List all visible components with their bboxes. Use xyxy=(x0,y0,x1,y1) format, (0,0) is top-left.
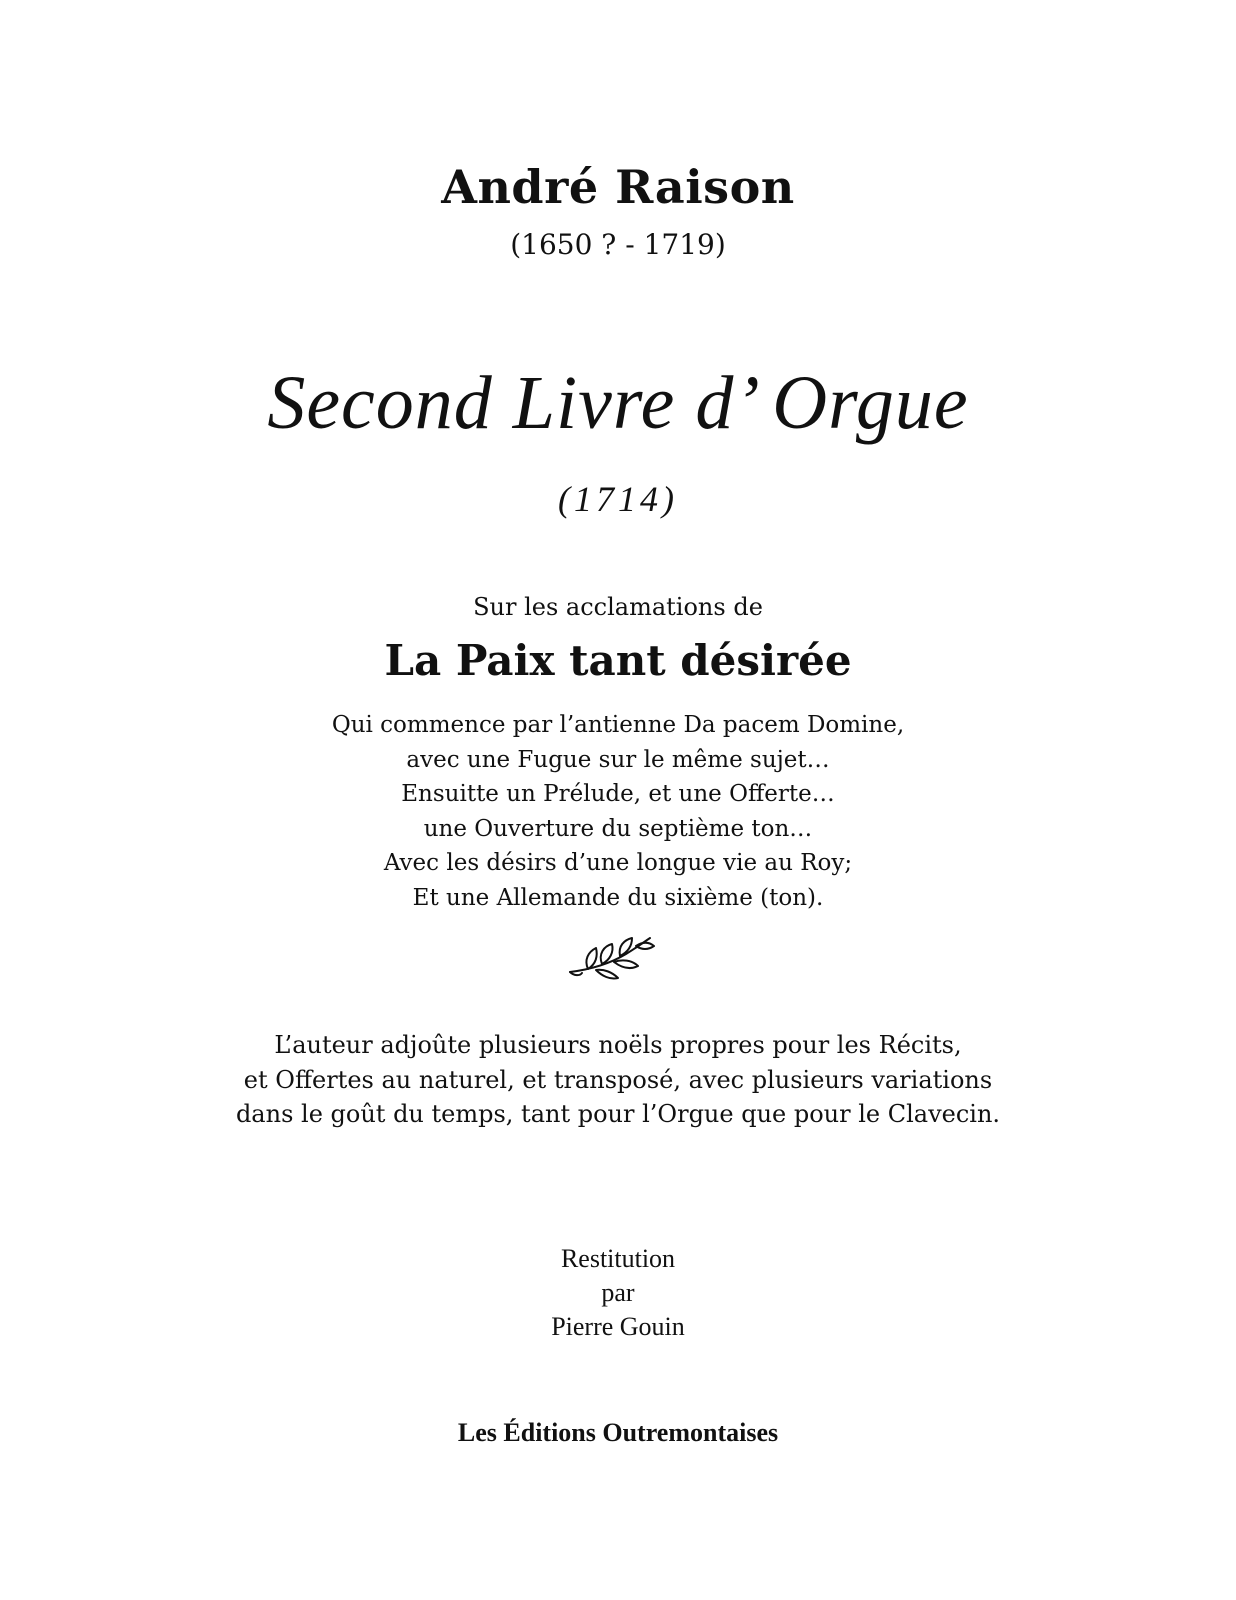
credits-line: par xyxy=(601,1278,635,1307)
description-block xyxy=(0,708,1236,915)
publication-year: (1714) xyxy=(558,479,678,519)
description-line: une Ouverture du septième ton… xyxy=(423,815,813,842)
description-line: avec une Fugue sur le même sujet… xyxy=(406,746,830,773)
note-line: L’auteur adjoûte plusieurs noëls propres pour les Récits, xyxy=(274,1031,962,1059)
credits-line: Restitution xyxy=(560,1244,676,1273)
note-line: et Offertes au naturel, et transposé, avec plusieurs variations xyxy=(243,1065,993,1094)
leaf-sprig-icon xyxy=(566,932,656,992)
description-line: Avec les désirs d’une longue vie au Roy; xyxy=(383,850,853,876)
publisher-name: Les Éditions Outremontaises xyxy=(457,1418,779,1447)
description-line: Ensuitte un Prélude, et une Offerte… xyxy=(401,781,835,807)
description-line: Et une Allemande du sixième (ton). xyxy=(412,884,824,911)
credits-block xyxy=(0,1242,1236,1344)
subject-title: La Paix tant désirée xyxy=(384,636,852,685)
composer-dates: (1650 ? - 1719) xyxy=(510,228,726,261)
subject-intro: Sur les acclamations de xyxy=(473,593,763,621)
editor-name: Pierre Gouin xyxy=(551,1312,685,1341)
note-block xyxy=(0,1028,1236,1132)
note-line: dans le goût du temps, tant pour l’Orgue que pour le Clavecin. xyxy=(235,1100,1001,1128)
work-title: Second Livre d’ Orgue xyxy=(267,361,969,445)
composer-name: André Raison xyxy=(441,160,795,214)
description-line: Qui commence par l’antienne Da pacem Domine, xyxy=(331,712,905,738)
